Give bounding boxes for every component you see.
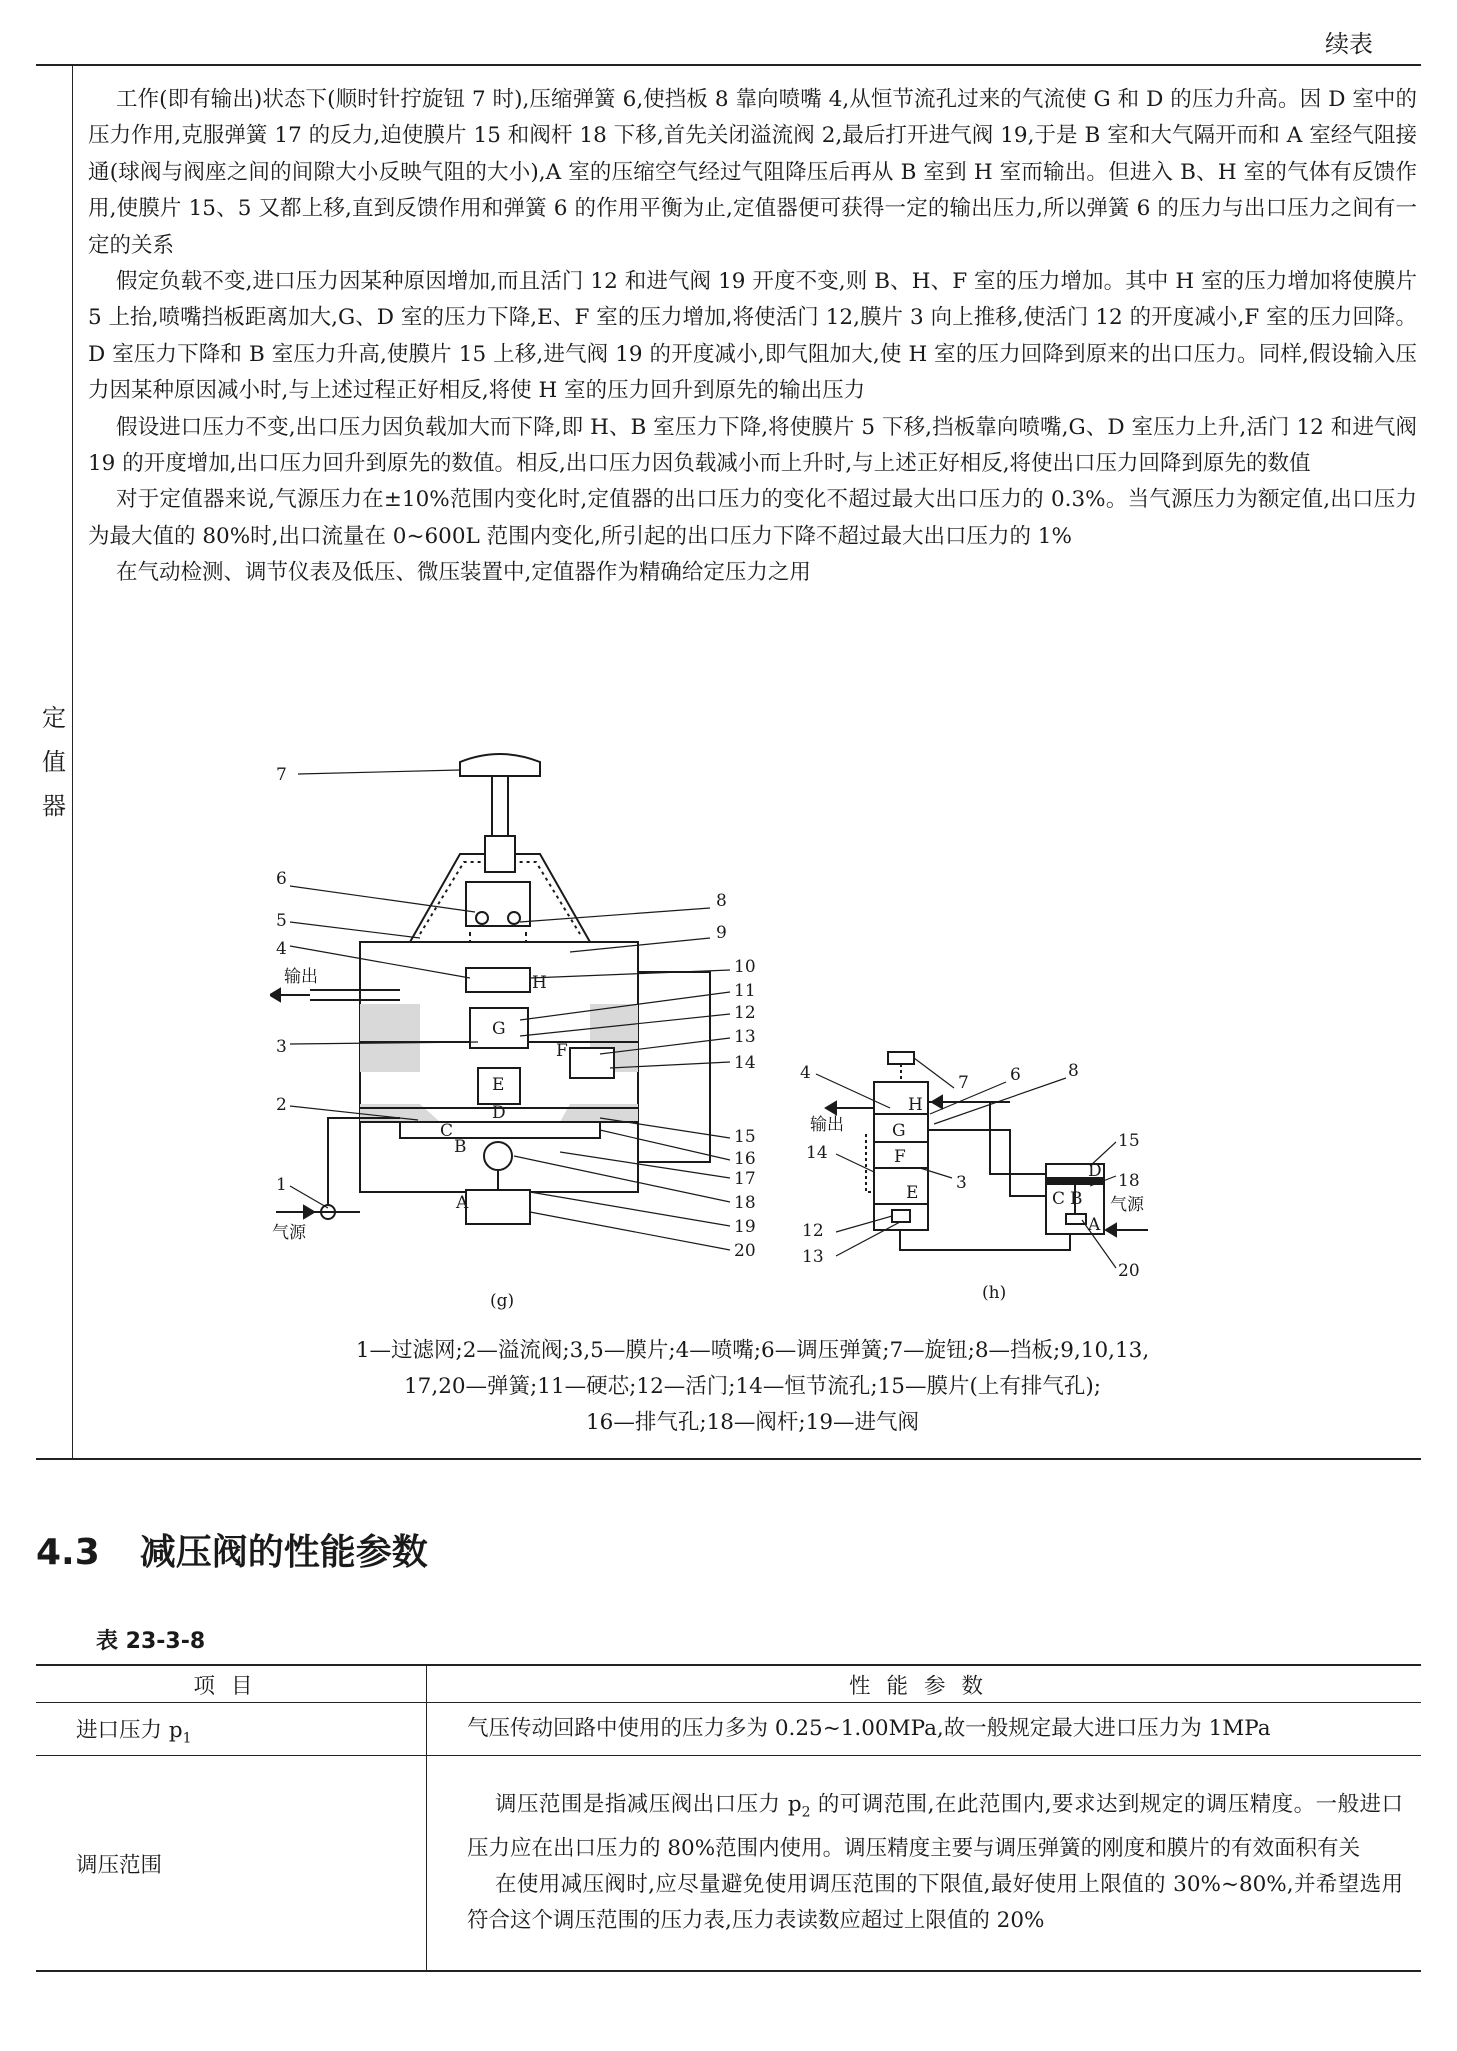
row-label-char: 值	[42, 748, 66, 776]
h-label-src: 气源	[1110, 1195, 1144, 1215]
value-paragraph: 在使用减压阀时,应尽量避免使用调压范围的下限值,最好使用上限值的 30%~80%,并希望选用符合这个调压范围的压力表,压力表读数应超过上限值的 20%	[467, 1872, 1403, 1934]
g-chamber-A: A	[456, 1193, 469, 1213]
g-label-9: 9	[716, 923, 727, 943]
section-title: 减压阀的性能参数	[139, 1532, 428, 1573]
caption-line: 1—过滤网;2—溢流阀;3,5—膜片;4—喷嘴;6—调压弹簧;7—旋钮;8—挡板;9,10,13,	[355, 1338, 1150, 1363]
table-row	[36, 1703, 1421, 1756]
h-chamber-C: C	[1052, 1189, 1066, 1209]
row-label	[36, 696, 72, 828]
g-label-2: 2	[276, 1095, 287, 1115]
g-label-out: 输出	[284, 967, 318, 987]
h-label-12: 12	[802, 1221, 824, 1241]
h-label-18: 18	[1118, 1171, 1140, 1191]
h-chamber-H: H	[908, 1095, 923, 1115]
caption-line: 17,20—弹簧;11—硬芯;12—活门;14—恒节流孔;15—膜片(上有排气孔);	[404, 1374, 1101, 1399]
g-chamber-G: G	[492, 1019, 506, 1039]
table-top-rule	[36, 64, 1421, 66]
paragraph: 假定负载不变,进口压力因某种原因增加,而且活门 12 和进气阀 19 开度不变,则 B、H、F 室的压力增加。其中 H 室的压力增加将使膜片 5 上抬,喷嘴挡板距离加大,G、D 室的压力下降,E、F 室的压力增加,将使活门 12,膜片 3 向上推移,使活门 12 的开度减小,F 室的压力回降。D 室压力下降和 B 室压力升高,使膜片 15 上移,进气阀 19 的开度减小,即气阻加大,使 H 室的压力回降到原来的出口压力。同样,假设输入压力因某种原因减小时,与上述过程正好相反,将使 H 室的压力回升到原先的输出压力	[88, 269, 1417, 404]
g-label-18: 18	[734, 1193, 756, 1213]
row-item-sub: 1	[182, 1729, 192, 1746]
g-label-8: 8	[716, 891, 727, 911]
description-text	[88, 82, 1417, 592]
row-item-text: 进口压力 p	[76, 1717, 183, 1743]
g-label-20: 20	[734, 1241, 756, 1261]
section-number: 4.3	[36, 1532, 100, 1573]
h-label-14: 14	[806, 1143, 828, 1163]
caption-line: 16—排气孔;18—阀杆;19—进气阀	[585, 1410, 920, 1435]
g-label-19: 19	[734, 1217, 756, 1237]
h-chamber-F: F	[894, 1147, 906, 1167]
g-label-17: 17	[734, 1169, 756, 1189]
table-bottom-rule	[36, 1458, 1421, 1460]
row-value	[427, 1756, 1422, 1972]
h-chamber-D: D	[1088, 1161, 1102, 1181]
g-chamber-C: C	[440, 1121, 454, 1141]
g-label-7: 7	[276, 765, 287, 785]
g-label-11: 11	[734, 981, 756, 1001]
header-item: 项目	[36, 1665, 427, 1703]
parameters-table	[36, 1664, 1421, 1972]
h-label-20: 20	[1118, 1261, 1140, 1281]
row-label-char: 定	[42, 704, 66, 732]
h-chamber-A: A	[1088, 1215, 1101, 1235]
value-paragraph	[467, 1787, 1403, 1867]
h-label-13: 13	[802, 1247, 824, 1267]
paragraph: 假设进口压力不变,出口压力因负载加大而下降,即 H、B 室压力下降,将使膜片 5 下移,挡板靠向喷嘴,G、D 室压力上升,活门 12 和进气阀 19 的开度增加,出口压力回升到原先的数值。相反,出口压力因负载减小而上升时,与上述正好相反,将使出口压力回降到原先的数值	[88, 414, 1417, 477]
value-text: 调压范围是指减压阀出口压力 p	[495, 1791, 802, 1817]
g-chamber-H: H	[532, 973, 547, 993]
h-label-4: 4	[800, 1063, 811, 1083]
g-chamber-D: D	[492, 1103, 506, 1123]
regulator-figure	[270, 742, 1170, 1322]
g-caption: (g)	[490, 1291, 515, 1311]
row-value: 气压传动回路中使用的压力多为 0.25~1.00MPa,故一般规定最大进口压力为 1MPa	[427, 1703, 1422, 1756]
g-label-4: 4	[276, 939, 287, 959]
header-value: 性能参数	[427, 1665, 1422, 1703]
h-label-out: 输出	[810, 1115, 844, 1135]
g-label-15: 15	[734, 1127, 756, 1147]
h-chamber-G: G	[892, 1121, 906, 1141]
row-label-char: 器	[42, 792, 66, 820]
paragraph: 工作(即有输出)状态下(顺时针拧旋钮 7 时),压缩弹簧 6,使挡板 8 靠向喷嘴 4,从恒节流孔过来的气流使 G 和 D 的压力升高。因 D 室中的压力作用,克服弹簧 17 的反力,迫使膜片 15 和阀杆 18 下移,首先关闭溢流阀 2,最后打开进气阀 19,于是 B 室和大气隔开而和 A 室经气阻接通(球阀与阀座之间的间隙大小反映气阻的大小),A 室的压缩空气经过气阻降压后再从 B 室到 H 室而输出。但进入 B、H 室的气体有反馈作用,使膜片 15、5 又都上移,直到反馈作用和弹簧 6 的作用平衡为止,定值器便可获得一定的输出压力,所以弹簧 6 的压力与出口压力之间有一定的关系	[88, 87, 1417, 258]
paragraph: 在气动检测、调节仪表及低压、微压装置中,定值器作为精确给定压力之用	[116, 560, 811, 586]
h-chamber-B: B	[1070, 1189, 1083, 1209]
g-chamber-F: F	[556, 1041, 568, 1061]
continued-label: 续表	[1325, 30, 1373, 58]
h-caption: (h)	[982, 1283, 1007, 1303]
g-chamber-E: E	[492, 1075, 505, 1095]
h-label-6: 6	[1010, 1065, 1021, 1085]
row-item: 调压范围	[36, 1756, 427, 1972]
h-label-3: 3	[956, 1173, 967, 1193]
g-label-16: 16	[734, 1149, 756, 1169]
section-heading	[36, 1524, 428, 1575]
g-label-12: 12	[734, 1003, 756, 1023]
g-label-src: 气源	[272, 1223, 306, 1243]
g-label-3: 3	[276, 1037, 287, 1057]
table-label: 表 23-3-8	[96, 1629, 206, 1654]
value-sub: 2	[801, 1804, 811, 1821]
g-label-6: 6	[276, 869, 287, 889]
h-label-8: 8	[1068, 1061, 1079, 1081]
table-column-divider	[72, 64, 73, 1458]
g-label-1: 1	[276, 1175, 287, 1195]
figure-g-drawing	[290, 754, 710, 1224]
table-header-row	[36, 1665, 1421, 1703]
g-label-10: 10	[734, 957, 756, 977]
g-label-13: 13	[734, 1027, 756, 1047]
value-text: 的可调范围,在此范围内,要求达到规定的调压精度。一般进口压力应在出口压力的 80%范围内使用。调压精度主要与调压弹簧的刚度和膜片的有效面积有关	[467, 1791, 1403, 1861]
h-label-15: 15	[1118, 1131, 1140, 1151]
row-item	[36, 1703, 427, 1756]
g-label-5: 5	[276, 911, 287, 931]
h-label-7: 7	[958, 1073, 969, 1093]
g-label-14: 14	[734, 1053, 756, 1073]
h-chamber-E: E	[906, 1183, 919, 1203]
g-chamber-B: B	[454, 1137, 467, 1157]
table-row	[36, 1756, 1421, 1972]
figure-caption	[88, 1333, 1417, 1441]
paragraph: 对于定值器来说,气源压力在±10%范围内变化时,定值器的出口压力的变化不超过最大出口压力的 0.3%。当气源压力为额定值,出口压力为最大值的 80%时,出口流量在 0~600L 范围内变化,所引起的出口压力下降不超过最大出口压力的 1%	[88, 487, 1418, 549]
